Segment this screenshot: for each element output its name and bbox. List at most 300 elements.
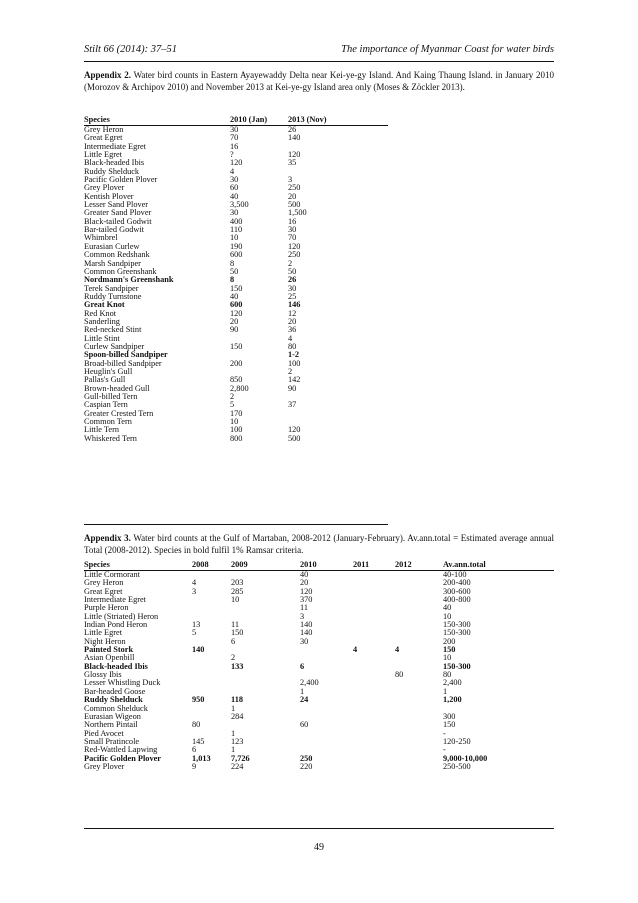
table-row <box>84 613 554 621</box>
count-2010-cell: 600 <box>230 301 243 310</box>
count-2010-cell: 600 <box>230 251 243 260</box>
count-2013-cell: 250 <box>288 251 301 260</box>
count-2012-cell <box>395 629 443 637</box>
count-2010-cell <box>230 351 288 359</box>
count-2011-cell <box>353 579 395 587</box>
count-2012-cell: 80 <box>395 671 404 680</box>
table-row <box>84 343 388 351</box>
table-row <box>84 730 554 738</box>
count-2013-cell: 70 <box>288 234 297 243</box>
av-ann-total-cell: - <box>443 746 446 755</box>
table-row <box>84 368 388 376</box>
count-2010-cell: 20 <box>230 317 239 326</box>
count-2013-cell: 26 <box>288 125 297 134</box>
count-2013-cell: 16 <box>288 217 297 226</box>
count-2012-cell <box>395 721 443 729</box>
table-row <box>84 301 388 309</box>
count-2008-cell: 80 <box>192 721 201 730</box>
count-2013-cell: 4 <box>288 334 293 343</box>
count-2013-cell <box>288 418 388 426</box>
species-cell: Little Stint <box>84 334 120 343</box>
count-2009-cell: 285 <box>231 587 244 596</box>
appendix2-caption-text: Water bird counts in Eastern Ayayewaddy Delta near Kei-ye-gy Island. And Kaing Thaung Island. in January 2010 (Morozov & Archipov 2010) and November 2013 at Kei-ye-gy Island area only (Moses & Zöckler 2013). <box>84 70 554 92</box>
species-cell: Whimbrel <box>84 234 118 243</box>
count-2010-cell: 150 <box>230 284 243 293</box>
appendix2-label: Appendix 2. <box>84 70 131 80</box>
count-2010-cell: 60 <box>300 721 309 730</box>
count-2010-cell: 10 <box>230 418 239 427</box>
count-2011-cell <box>353 613 395 621</box>
count-2011-cell <box>353 696 395 704</box>
table-row <box>84 243 388 251</box>
table-row <box>84 326 388 334</box>
table-row <box>84 293 388 301</box>
table-row <box>84 260 388 268</box>
species-cell: Ruddy Turnstone <box>84 292 142 301</box>
table-row <box>84 435 388 443</box>
av-ann-total-cell: 400-800 <box>443 596 471 605</box>
appendix3-label: Appendix 3. <box>84 533 131 543</box>
count-2008-cell <box>192 671 231 679</box>
count-2013-cell: 146 <box>288 301 301 310</box>
count-2011-cell <box>353 629 395 637</box>
species-cell: Pacific Golden Plover <box>84 176 158 185</box>
count-2010-cell: 370 <box>300 596 313 605</box>
table-row <box>84 755 554 763</box>
count-2010-cell: 30 <box>230 125 239 134</box>
species-cell: Night Heron <box>84 637 126 646</box>
species-cell: Heuglin's Gull <box>84 367 133 376</box>
av-ann-total-cell: 40 <box>443 604 452 613</box>
count-2012-cell <box>395 763 443 771</box>
species-cell: Curlew Sandpiper <box>84 342 145 351</box>
count-2012-cell <box>395 738 443 746</box>
count-2010-cell: 40 <box>230 292 239 301</box>
count-2010-cell: 120 <box>230 309 243 318</box>
count-2011-cell <box>353 604 395 612</box>
count-2008-cell <box>192 730 231 738</box>
count-2010-cell <box>300 654 353 662</box>
count-2008-cell: 145 <box>192 737 205 746</box>
count-2013-cell: 140 <box>288 134 301 143</box>
count-2010-cell: 40 <box>230 192 239 201</box>
count-2013-cell: 142 <box>288 376 301 385</box>
table-row <box>84 360 388 368</box>
count-2010-cell <box>230 368 288 376</box>
av-ann-total-cell: 80 <box>443 671 452 680</box>
av-ann-total-cell: 150-300 <box>443 621 471 630</box>
col-2010-jan: 2010 (Jan) <box>230 115 288 126</box>
table-row <box>84 588 554 596</box>
species-cell: Bar-tailed Godwit <box>84 226 144 235</box>
count-2010-cell: 2,800 <box>230 384 249 393</box>
count-2010-cell: 90 <box>230 326 239 335</box>
count-2012-cell <box>395 596 443 604</box>
species-cell: Black-headed Ibis <box>84 159 145 168</box>
count-2010-cell: 2,400 <box>300 679 319 688</box>
count-2010-cell: 200 <box>230 359 243 368</box>
count-2013-cell: 3 <box>288 176 293 185</box>
av-ann-total-cell: 300 <box>443 712 456 721</box>
count-2010-cell <box>300 730 353 738</box>
count-2011-cell <box>353 713 395 721</box>
table-row <box>84 209 388 217</box>
table-row <box>84 621 554 629</box>
count-2009-cell <box>231 604 300 612</box>
species-cell: Ruddy Shelduck <box>84 167 140 176</box>
count-2010-cell <box>230 335 288 343</box>
count-2009-cell: 1 <box>231 704 236 713</box>
table-row <box>84 696 554 704</box>
table-row <box>84 671 554 679</box>
table-row <box>84 151 388 159</box>
count-2008-cell: 6 <box>192 746 197 755</box>
count-2012-cell <box>395 663 443 671</box>
count-2010-cell: 20 <box>300 579 309 588</box>
species-cell: Northern Pintail <box>84 721 138 730</box>
av-ann-total-cell: 300-600 <box>443 587 471 596</box>
count-2010-cell: 6 <box>300 662 305 671</box>
table-row <box>84 738 554 746</box>
species-cell: Marsh Sandpiper <box>84 259 141 268</box>
species-cell: Little (Striated) Heron <box>84 612 159 621</box>
appendix2-caption <box>84 70 554 93</box>
species-cell: Little Cormorant <box>84 570 140 579</box>
species-cell: Red Knot <box>84 309 117 318</box>
count-2008-cell <box>192 638 231 646</box>
count-2013-cell: 120 <box>288 426 301 435</box>
count-2012-cell <box>395 688 443 696</box>
av-ann-total-cell: 200-400 <box>443 579 471 588</box>
av-ann-total-cell: 120-250 <box>443 737 471 746</box>
species-cell: Great Egret <box>84 134 123 143</box>
count-2012-cell <box>395 730 443 738</box>
table-row <box>84 201 388 209</box>
count-2013-cell: 120 <box>288 151 301 160</box>
count-2013-cell: 90 <box>288 384 297 393</box>
count-2009-cell <box>231 721 300 729</box>
count-2010-cell: 120 <box>300 587 313 596</box>
count-2008-cell <box>192 679 231 687</box>
species-cell: Common Greenshank <box>84 267 157 276</box>
av-ann-total-cell: - <box>443 729 446 738</box>
table-row <box>84 385 388 393</box>
count-2012-cell <box>395 696 443 704</box>
count-2013-cell: 50 <box>288 267 297 276</box>
species-cell: Gull-billed Tern <box>84 393 138 401</box>
count-2012-cell: 4 <box>395 646 400 655</box>
count-2010-cell: 2 <box>230 393 235 401</box>
species-cell: Greater Crested Tern <box>84 409 154 418</box>
count-2011-cell <box>353 621 395 629</box>
count-2013-cell: 500 <box>288 201 301 210</box>
table-row <box>84 646 554 654</box>
appendix2-body <box>84 126 388 444</box>
header-rule <box>84 61 554 62</box>
count-2011-cell <box>353 688 395 696</box>
count-2009-cell: 2 <box>231 654 236 663</box>
count-2010-cell <box>300 646 353 654</box>
count-2013-cell: 25 <box>288 292 297 301</box>
count-2013-cell: 500 <box>288 434 301 443</box>
table-row <box>84 705 554 713</box>
species-cell: Painted Stork <box>84 646 134 655</box>
count-2008-cell: 4 <box>192 579 197 588</box>
col-2008: 2008 <box>192 560 231 571</box>
count-2010-cell: 220 <box>300 762 313 771</box>
species-cell: Pacific Golden Plover <box>84 754 161 763</box>
count-2011-cell <box>353 654 395 662</box>
count-2008-cell: 13 <box>192 621 201 630</box>
count-2012-cell <box>395 638 443 646</box>
species-cell: Great Knot <box>84 301 125 310</box>
count-2012-cell <box>395 604 443 612</box>
species-cell: Common Tern <box>84 418 132 427</box>
count-2010-cell <box>300 713 353 721</box>
count-2013-cell: 2 <box>288 259 293 268</box>
table-row <box>84 251 388 259</box>
col-species: Species <box>84 115 230 126</box>
count-2010-cell <box>300 746 353 754</box>
count-2010-cell: 250 <box>300 754 313 763</box>
count-2009-cell <box>231 571 300 580</box>
count-2010-cell: 800 <box>230 434 243 443</box>
species-cell: Common Shelduck <box>84 704 148 713</box>
av-ann-total-cell: 150-300 <box>443 662 471 671</box>
table-row <box>84 126 388 135</box>
count-2009-cell <box>231 679 300 687</box>
species-cell: Little Egret <box>84 629 123 638</box>
table-row <box>84 143 388 151</box>
count-2012-cell <box>395 571 443 580</box>
count-2009-cell <box>231 613 300 621</box>
table-row <box>84 679 554 687</box>
count-2010-cell: 10 <box>230 234 239 243</box>
col-2012: 2012 <box>395 560 443 571</box>
species-cell: Intermediate Egret <box>84 596 146 605</box>
count-2011-cell <box>353 705 395 713</box>
count-2013-cell: 20 <box>288 192 297 201</box>
count-2013-cell: 120 <box>288 242 301 251</box>
count-2012-cell <box>395 746 443 754</box>
count-2010-cell: 850 <box>230 376 243 385</box>
col-2013-nov: 2013 (Nov) <box>288 115 388 126</box>
col-2010: 2010 <box>300 560 353 571</box>
species-cell: Grey Plover <box>84 762 125 771</box>
species-cell: Ruddy Shelduck <box>84 696 143 705</box>
count-2010-cell <box>300 738 353 746</box>
species-cell: Red-Wattled Lapwing <box>84 746 158 755</box>
species-cell: Caspian Tern <box>84 401 128 410</box>
table-row <box>84 746 554 754</box>
species-cell: Broad-billed Sandpiper <box>84 359 162 368</box>
count-2013-cell <box>288 393 388 401</box>
species-cell: Great Egret <box>84 587 123 596</box>
table-row <box>84 721 554 729</box>
species-cell: Greater Sand Plover <box>84 209 152 218</box>
count-2011-cell <box>353 721 395 729</box>
count-2013-cell: 250 <box>288 184 301 193</box>
table-row <box>84 268 388 276</box>
count-2012-cell <box>395 654 443 662</box>
col-2011: 2011 <box>353 560 395 571</box>
table-row <box>84 410 388 418</box>
count-2011-cell <box>353 663 395 671</box>
species-cell: Red-necked Stint <box>84 326 142 335</box>
count-2008-cell <box>192 654 231 662</box>
table-row <box>84 763 554 771</box>
species-cell: Indian Pond Heron <box>84 621 148 630</box>
table-row <box>84 193 388 201</box>
av-ann-total-cell <box>443 705 554 713</box>
count-2012-cell <box>395 588 443 596</box>
count-2010-cell: 140 <box>300 621 313 630</box>
species-cell: Nordmann's Greenshank <box>84 276 174 285</box>
count-2010-cell: 8 <box>230 259 235 268</box>
table-row <box>84 351 388 359</box>
count-2011-cell: 4 <box>353 646 358 655</box>
count-2011-cell <box>353 596 395 604</box>
count-2010-cell: 70 <box>230 134 239 143</box>
species-cell: Whiskered Tern <box>84 434 137 443</box>
count-2010-cell: 16 <box>230 142 239 151</box>
av-ann-total-cell: 9,000-10,000 <box>443 754 488 763</box>
count-2010-cell: 120 <box>230 159 243 168</box>
count-2012-cell <box>395 579 443 587</box>
count-2013-cell <box>288 143 388 151</box>
count-2012-cell <box>395 679 443 687</box>
table-row <box>84 226 388 234</box>
count-2009-cell: 7,726 <box>231 754 250 763</box>
count-2013-cell: 100 <box>288 359 301 368</box>
count-2011-cell <box>353 571 395 580</box>
count-2013-cell: 1-2 <box>288 351 300 360</box>
count-2010-cell: 60 <box>230 184 239 193</box>
count-2009-cell: 203 <box>231 579 244 588</box>
count-2010-cell: 100 <box>230 426 243 435</box>
species-cell: Pied Avocet <box>84 729 124 738</box>
count-2010-cell: 4 <box>230 167 235 176</box>
count-2010-cell: 24 <box>300 696 309 705</box>
appendix3-body <box>84 571 554 772</box>
species-cell: Common Redshank <box>84 251 150 260</box>
species-cell: Lesser Whistling Duck <box>84 679 161 688</box>
appendix3-bottom-rule <box>84 828 554 829</box>
count-2010-cell: ? <box>230 151 234 160</box>
running-header <box>84 44 554 58</box>
count-2009-cell: 11 <box>231 621 239 630</box>
count-2010-cell: 3 <box>300 612 305 621</box>
count-2010-cell: 30 <box>300 637 309 646</box>
count-2010-cell: 30 <box>230 176 239 185</box>
count-2010-cell: 140 <box>300 629 313 638</box>
count-2010-cell: 190 <box>230 242 243 251</box>
count-2010-cell: 170 <box>230 409 243 418</box>
appendix3-caption-text: Water bird counts at the Gulf of Martaban, 2008-2012 (January-February). Av.ann.total = Estimated average annual Total (2008-2012). Species in bold fulfil 1% Ramsar criteria. <box>84 533 554 555</box>
table-row <box>84 579 554 587</box>
species-cell: Grey Heron <box>84 125 124 134</box>
table-row <box>84 393 388 401</box>
table-row <box>84 638 554 646</box>
table-row <box>84 596 554 604</box>
species-cell: Intermediate Egret <box>84 142 146 151</box>
av-ann-total-cell: 10 <box>443 654 452 663</box>
count-2013-cell: 2 <box>288 367 293 376</box>
av-ann-total-cell: 150-300 <box>443 629 471 638</box>
count-2011-cell <box>353 730 395 738</box>
count-2013-cell: 36 <box>288 326 297 335</box>
table-row <box>84 134 388 142</box>
count-2012-cell <box>395 613 443 621</box>
count-2012-cell <box>395 755 443 763</box>
table-row <box>84 713 554 721</box>
species-cell: Little Tern <box>84 426 119 435</box>
col-av-ann-total: Av.ann.total <box>443 560 554 571</box>
species-cell: Brown-headed Gull <box>84 384 150 393</box>
count-2009-cell <box>231 646 300 654</box>
count-2013-cell: 37 <box>288 401 297 410</box>
count-2011-cell <box>353 746 395 754</box>
count-2010-cell: 110 <box>230 226 243 235</box>
count-2010-cell: 11 <box>300 604 308 613</box>
appendix3-caption <box>84 533 554 556</box>
species-cell: Asian Openbill <box>84 654 135 663</box>
count-2013-cell: 20 <box>288 317 297 326</box>
species-cell: Lesser Sand Plover <box>84 201 149 210</box>
table-row <box>84 310 388 318</box>
av-ann-total-cell: 1 <box>443 687 448 696</box>
table-row <box>84 688 554 696</box>
count-2013-cell: 1,500 <box>288 209 307 218</box>
count-2008-cell <box>192 713 231 721</box>
count-2008-cell <box>192 613 231 621</box>
appendix3-header-row <box>84 560 554 571</box>
count-2008-cell: 5 <box>192 629 197 638</box>
table-row <box>84 401 388 409</box>
appendix2-bottom-rule <box>84 524 388 525</box>
count-2009-cell: 6 <box>231 637 236 646</box>
count-2013-cell: 35 <box>288 159 297 168</box>
count-2009-cell: 123 <box>231 737 244 746</box>
journal-citation: Stilt 66 (2014): 37–51 <box>84 44 178 55</box>
table-row <box>84 663 554 671</box>
page-number: 49 <box>314 842 324 853</box>
count-2010-cell: 8 <box>230 276 235 285</box>
table-row <box>84 159 388 167</box>
table-row <box>84 285 388 293</box>
table-row <box>84 176 388 184</box>
table-row <box>84 426 388 434</box>
appendix2-table <box>84 115 388 443</box>
av-ann-total-cell: 250-500 <box>443 762 471 771</box>
av-ann-total-cell: 2,400 <box>443 679 462 688</box>
count-2010-cell: 1 <box>300 687 305 696</box>
count-2013-cell <box>288 410 388 418</box>
count-2009-cell: 224 <box>231 762 244 771</box>
species-cell: Pallas's Gull <box>84 376 126 385</box>
count-2010-cell: 50 <box>230 267 239 276</box>
species-cell: Bar-headed Goose <box>84 687 146 696</box>
count-2010-cell <box>300 671 353 679</box>
av-ann-total-cell: 150 <box>443 646 456 655</box>
count-2010-cell: 400 <box>230 217 243 226</box>
table-row <box>84 184 388 192</box>
count-2009-cell <box>231 671 300 679</box>
count-2010-cell: 40 <box>300 570 309 579</box>
appendix2-header-row <box>84 115 388 126</box>
count-2013-cell: 30 <box>288 284 297 293</box>
count-2009-cell: 1 <box>231 746 236 755</box>
